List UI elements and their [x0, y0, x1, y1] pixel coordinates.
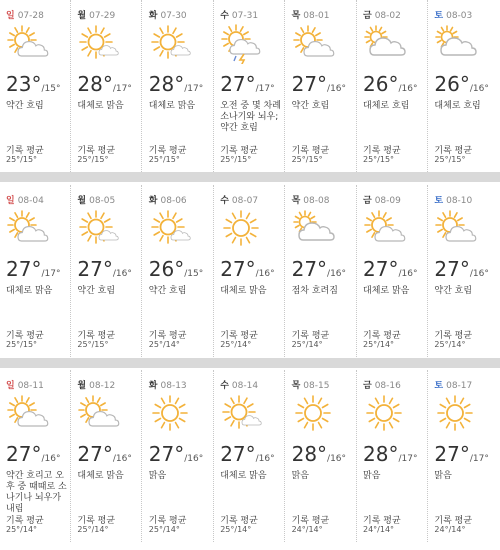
- weekday-label: 토: [434, 11, 444, 21]
- record-average-label: 기록 평균: [220, 146, 258, 156]
- day-cell[interactable]: [428, 185, 499, 357]
- weather-description: 대체로 흐림: [363, 101, 410, 111]
- record-average-label: 기록 평균: [220, 331, 258, 341]
- low-temp: /16°: [398, 84, 418, 94]
- record-average-value: 25°/15°: [220, 155, 252, 164]
- weather-description: 대체로 맑음: [220, 286, 267, 296]
- low-temp: /16°: [184, 454, 204, 464]
- record-average-label: 기록 평균: [148, 516, 187, 526]
- day-header: [292, 193, 330, 206]
- record-average-value: 25°/14°: [291, 340, 323, 349]
- day-header: [363, 378, 401, 391]
- low-temp: /16°: [327, 84, 347, 94]
- day-cell[interactable]: [0, 370, 71, 542]
- day-header: [434, 378, 472, 391]
- date-label: 08-14: [231, 381, 259, 391]
- low-temp: /16°: [469, 269, 489, 279]
- weekday-label: 금: [363, 11, 372, 21]
- high-temp: 27°: [363, 257, 399, 281]
- weekday-label: 금: [363, 196, 372, 206]
- record-average-label: 기록 평균: [220, 516, 258, 526]
- weather-description: 대체로 맑음: [220, 471, 267, 481]
- record-average-value: 25°/14°: [77, 525, 109, 534]
- low-temp: /16°: [398, 269, 418, 279]
- mostly-cloudy-icon: [432, 24, 478, 62]
- mostly-cloudy-icon: [361, 24, 407, 62]
- low-temp: /16°: [255, 454, 275, 464]
- temperature: [292, 257, 346, 281]
- temperature: [149, 72, 203, 96]
- thunderstorm-icon: [218, 24, 264, 62]
- date-label: 08-03: [446, 11, 473, 21]
- record-average-value: 24°/14°: [363, 525, 395, 534]
- day-cell[interactable]: [71, 370, 142, 542]
- weather-description: 약간 흐리고 오후 중 때때로 소나기나 뇌우가 내림: [6, 471, 67, 514]
- day-cell[interactable]: [143, 370, 214, 542]
- date-label: 07-28: [17, 11, 44, 21]
- sunny-icon: [218, 209, 264, 247]
- record-average-value: 25°/14°: [148, 525, 180, 534]
- weather-description: 점차 흐려짐: [291, 286, 338, 296]
- week-row: [0, 0, 500, 170]
- temperature: [220, 72, 274, 96]
- high-temp: 28°: [148, 72, 185, 96]
- day-cell[interactable]: [357, 370, 428, 542]
- high-temp: 28°: [363, 442, 399, 466]
- weather-description: 오전 중 몇 차례 소나기와 뇌우; 약간 흐림: [220, 101, 281, 133]
- temperature: [6, 257, 60, 281]
- high-temp: 27°: [6, 257, 42, 281]
- date-label: 08-12: [89, 381, 116, 391]
- day-header: [363, 8, 401, 21]
- temperature: [220, 442, 274, 466]
- day-cell[interactable]: [214, 185, 285, 357]
- high-temp: 27°: [77, 442, 113, 466]
- weather-description: 대체로 흐림: [434, 101, 481, 111]
- temperature: [220, 257, 274, 281]
- record-average-value: 25°/15°: [6, 155, 38, 164]
- partly-cloudy-icon: [75, 394, 121, 432]
- weather-description: 대체로 맑음: [148, 101, 196, 111]
- high-temp: 26°: [148, 257, 185, 281]
- temperature: [292, 72, 346, 96]
- week-row: [0, 185, 500, 355]
- day-header: [149, 378, 187, 391]
- sunny-icon: [147, 394, 193, 432]
- record-average-value: 24°/14°: [434, 525, 466, 534]
- weekday-label: 목: [291, 11, 301, 21]
- mostly-sunny-icon: [75, 24, 121, 62]
- weather-description: 약간 흐림: [6, 101, 44, 111]
- day-header: [434, 8, 472, 21]
- day-cell[interactable]: [357, 0, 428, 172]
- date-label: 08-04: [17, 196, 44, 206]
- date-label: 07-29: [89, 11, 116, 21]
- partly-cloudy-icon: [361, 209, 407, 247]
- mostly-sunny-icon: [147, 24, 193, 62]
- day-header: [6, 8, 44, 21]
- temperature: [363, 257, 417, 281]
- day-header: [149, 8, 187, 21]
- day-header: [220, 193, 258, 206]
- weather-description: 맑음: [363, 471, 381, 481]
- date-label: 08-11: [17, 381, 44, 391]
- mostly-sunny-icon: [75, 209, 121, 247]
- day-header: [434, 193, 472, 206]
- weekday-label: 일: [6, 381, 15, 391]
- date-label: 08-16: [374, 381, 401, 391]
- day-cell[interactable]: [71, 0, 142, 172]
- weekday-label: 월: [77, 381, 87, 391]
- day-header: [292, 378, 330, 391]
- high-temp: 27°: [434, 442, 470, 466]
- record-average-value: 25°/15°: [148, 155, 180, 164]
- date-label: 08-15: [303, 381, 330, 391]
- day-header: [363, 193, 401, 206]
- weekday-label: 수: [220, 11, 229, 21]
- partly-cloudy-icon: [4, 24, 50, 62]
- day-cell[interactable]: [143, 185, 214, 357]
- record-average-label: 기록 평균: [434, 516, 473, 526]
- day-header: [6, 378, 44, 391]
- weekday-label: 목: [291, 381, 301, 391]
- low-temp: /16°: [469, 84, 489, 94]
- high-temp: 27°: [291, 257, 328, 281]
- day-header: [77, 8, 115, 21]
- temperature: [434, 442, 488, 466]
- low-temp: /16°: [255, 269, 275, 279]
- temperature: [434, 257, 488, 281]
- record-average-label: 기록 평균: [434, 146, 473, 156]
- high-temp: 28°: [77, 72, 113, 96]
- low-temp: /16°: [327, 454, 347, 464]
- weather-description: 약간 흐림: [148, 286, 187, 296]
- low-temp: /17°: [41, 269, 61, 279]
- high-temp: 27°: [291, 72, 328, 96]
- mostly-sunny-icon: [147, 209, 193, 247]
- weekday-label: 월: [77, 11, 87, 21]
- high-temp: 26°: [363, 72, 399, 96]
- record-average-label: 기록 평균: [148, 331, 187, 341]
- weather-description: 대체로 맑음: [77, 471, 124, 481]
- day-cell[interactable]: [286, 185, 357, 357]
- day-header: [77, 193, 115, 206]
- day-header: [149, 193, 187, 206]
- sunny-icon: [432, 394, 478, 432]
- day-cell[interactable]: [428, 0, 499, 172]
- date-label: 08-09: [374, 196, 401, 206]
- low-temp: /16°: [327, 269, 347, 279]
- record-average-label: 기록 평균: [77, 516, 116, 526]
- low-temp: /15°: [41, 84, 61, 94]
- record-average-value: 25°/15°: [77, 340, 109, 349]
- record-average-label: 기록 평균: [291, 331, 330, 341]
- high-temp: 27°: [220, 442, 256, 466]
- sunny-icon: [290, 394, 336, 432]
- day-cell[interactable]: [0, 185, 71, 357]
- record-average-value: 25°/14°: [363, 340, 395, 349]
- day-header: [220, 8, 258, 21]
- low-temp: /15°: [184, 269, 204, 279]
- weekday-label: 화: [148, 381, 158, 391]
- high-temp: 27°: [220, 257, 256, 281]
- temperature: [6, 72, 60, 96]
- weekday-label: 토: [434, 381, 444, 391]
- partly-cloudy-icon: [4, 209, 50, 247]
- record-average-label: 기록 평균: [77, 146, 116, 156]
- record-average-label: 기록 평균: [148, 146, 187, 156]
- date-label: 08-13: [160, 381, 187, 391]
- record-average-label: 기록 평균: [6, 146, 44, 156]
- high-temp: 27°: [6, 442, 42, 466]
- high-temp: 27°: [220, 72, 256, 96]
- record-average-value: 25°/14°: [220, 340, 252, 349]
- weekday-label: 수: [220, 196, 229, 206]
- record-average-label: 기록 평균: [363, 331, 401, 341]
- weekday-label: 수: [220, 381, 229, 391]
- low-temp: /17°: [469, 454, 489, 464]
- day-cell[interactable]: [357, 185, 428, 357]
- high-temp: 27°: [434, 257, 470, 281]
- week-row: [0, 370, 500, 540]
- weather-description: 약간 흐림: [77, 286, 116, 296]
- mostly-cloudy-icon: [290, 209, 336, 247]
- high-temp: 27°: [148, 442, 185, 466]
- date-label: 08-02: [374, 11, 401, 21]
- low-temp: /16°: [112, 454, 132, 464]
- temperature: [77, 72, 131, 96]
- temperature: [149, 257, 203, 281]
- day-cell[interactable]: [71, 185, 142, 357]
- low-temp: /16°: [41, 454, 61, 464]
- date-label: 07-30: [160, 11, 187, 21]
- record-average-label: 기록 평균: [434, 331, 473, 341]
- record-average-label: 기록 평균: [363, 146, 401, 156]
- record-average-label: 기록 평균: [77, 331, 116, 341]
- weather-description: 맑음: [291, 471, 309, 481]
- day-header: [6, 193, 44, 206]
- low-temp: /17°: [184, 84, 204, 94]
- high-temp: 23°: [6, 72, 42, 96]
- weather-description: 맑음: [434, 471, 452, 481]
- weather-description: 대체로 맑음: [363, 286, 410, 296]
- day-cell[interactable]: [428, 370, 499, 542]
- sunny-icon: [361, 394, 407, 432]
- record-average-value: 25°/15°: [291, 155, 323, 164]
- high-temp: 28°: [291, 442, 328, 466]
- record-average-value: 25°/15°: [434, 155, 466, 164]
- day-header: [220, 378, 258, 391]
- partly-cloudy-icon: [432, 209, 478, 247]
- week-separator: [0, 358, 500, 368]
- day-cell[interactable]: [214, 0, 285, 172]
- week-separator: [0, 172, 500, 182]
- day-cell[interactable]: [286, 370, 357, 542]
- temperature: [292, 442, 346, 466]
- partly-cloudy-icon: [290, 24, 336, 62]
- record-average-label: 기록 평균: [363, 516, 401, 526]
- temperature: [363, 72, 417, 96]
- weekday-label: 화: [148, 196, 158, 206]
- low-temp: /17°: [112, 84, 132, 94]
- temperature: [77, 442, 131, 466]
- low-temp: /16°: [112, 269, 132, 279]
- day-cell[interactable]: [0, 0, 71, 172]
- weekday-label: 금: [363, 381, 372, 391]
- weather-description: 대체로 맑음: [77, 101, 124, 111]
- weekday-label: 화: [148, 11, 158, 21]
- date-label: 08-01: [303, 11, 330, 21]
- record-average-value: 25°/15°: [6, 340, 38, 349]
- record-average-value: 24°/14°: [291, 525, 323, 534]
- high-temp: 26°: [434, 72, 470, 96]
- record-average-value: 25°/14°: [434, 340, 466, 349]
- record-average-value: 25°/14°: [148, 340, 180, 349]
- date-label: 08-08: [303, 196, 330, 206]
- mostly-sunny-icon: [218, 394, 264, 432]
- record-average-value: 25°/14°: [220, 525, 252, 534]
- weather-description: 대체로 맑음: [6, 286, 53, 296]
- low-temp: /17°: [398, 454, 418, 464]
- record-average-value: 25°/14°: [6, 525, 38, 534]
- weekday-label: 목: [291, 196, 301, 206]
- high-temp: 27°: [77, 257, 113, 281]
- weekday-label: 월: [77, 196, 87, 206]
- date-label: 08-10: [446, 196, 473, 206]
- day-cell[interactable]: [143, 0, 214, 172]
- date-label: 08-07: [231, 196, 259, 206]
- temperature: [77, 257, 131, 281]
- day-cell[interactable]: [214, 370, 285, 542]
- weather-description: 맑음: [148, 471, 167, 481]
- low-temp: /17°: [255, 84, 275, 94]
- record-average-label: 기록 평균: [6, 516, 44, 526]
- day-cell[interactable]: [286, 0, 357, 172]
- weekday-label: 일: [6, 196, 15, 206]
- record-average-label: 기록 평균: [291, 146, 330, 156]
- weather-description: 약간 흐림: [434, 286, 473, 296]
- record-average-label: 기록 평균: [291, 516, 330, 526]
- weekday-label: 일: [6, 11, 15, 21]
- weather-description: 약간 흐림: [291, 101, 330, 111]
- temperature: [149, 442, 203, 466]
- day-header: [77, 378, 115, 391]
- date-label: 08-05: [89, 196, 116, 206]
- record-average-value: 25°/15°: [77, 155, 109, 164]
- record-average-label: 기록 평균: [6, 331, 44, 341]
- date-label: 07-31: [231, 11, 259, 21]
- weekday-label: 토: [434, 196, 444, 206]
- date-label: 08-17: [446, 381, 473, 391]
- day-header: [292, 8, 330, 21]
- partly-cloudy-icon: [4, 394, 50, 432]
- temperature: [434, 72, 488, 96]
- temperature: [6, 442, 60, 466]
- temperature: [363, 442, 417, 466]
- record-average-value: 25°/15°: [363, 155, 395, 164]
- date-label: 08-06: [160, 196, 187, 206]
